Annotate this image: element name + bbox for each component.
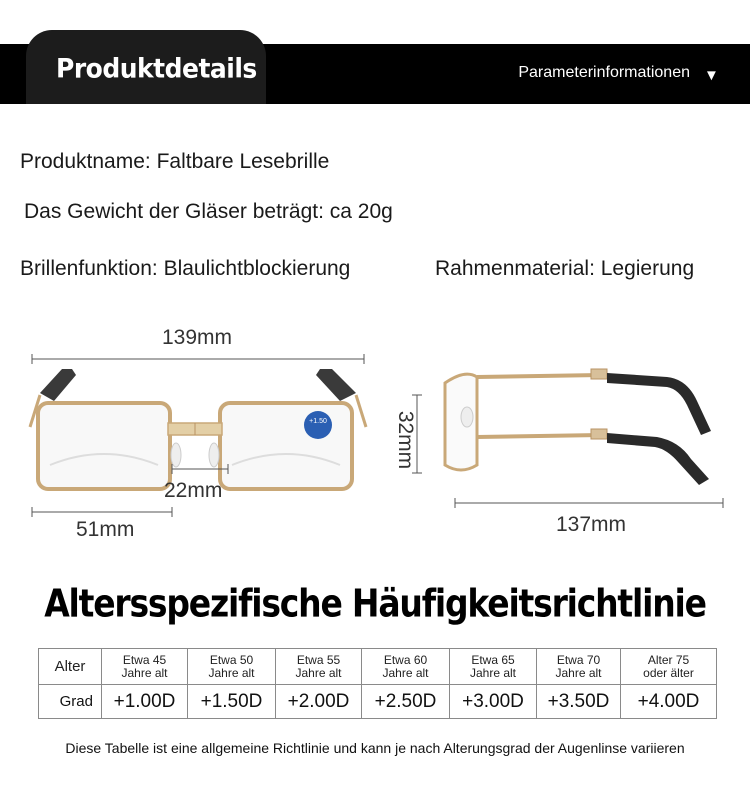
table-row-age	[39, 649, 717, 685]
age-cell: Alter 75 oder älter	[621, 649, 717, 685]
chevron-down-icon[interactable]: ▼	[704, 67, 719, 84]
age-cell: Etwa 65 Jahre alt	[450, 649, 537, 685]
grade-cell: +1.50D	[188, 685, 276, 719]
lens-strength-badge	[304, 411, 332, 439]
bridge-width-label: 22mm	[164, 479, 223, 502]
product-name: Produktname: Faltbare Lesebrille	[20, 150, 330, 173]
frame-material: Rahmenmaterial: Legierung	[435, 257, 695, 280]
glasses-function: Brillenfunktion: Blaulichtblockierung	[20, 257, 351, 280]
age-cell: Etwa 60 Jahre alt	[362, 649, 450, 685]
grade-cell: +3.00D	[450, 685, 537, 719]
grade-cell: +3.50D	[537, 685, 621, 719]
total-width-label: 139mm	[162, 326, 233, 349]
grade-cell: +2.00D	[276, 685, 362, 719]
table-footnote: Diese Tabelle ist eine allgemeine Richtlinie und kann je nach Alterungsgrad der Augenlinse variieren	[65, 740, 685, 756]
page-title: Produktdetails	[56, 52, 257, 85]
grade-cell: +1.00D	[102, 685, 188, 719]
lens-weight: Das Gewicht der Gläser beträgt: ca 20g	[24, 200, 393, 223]
grade-cell: +2.50D	[362, 685, 450, 719]
glasses-side-illustration	[405, 355, 740, 515]
age-row-label: Alter	[39, 649, 102, 685]
lens-strength-label: +1.50	[309, 418, 327, 425]
age-cell: Etwa 45 Jahre alt	[102, 649, 188, 685]
frequency-section-title: Altersspezifische Häufigkeitsrichtlinie	[44, 581, 706, 626]
grade-row-label: Grad	[39, 685, 102, 719]
grade-cell: +4.00D	[621, 685, 717, 719]
parameter-info-toggle[interactable]: Parameterinformationen	[518, 64, 690, 81]
table-row-grade	[39, 685, 717, 719]
lens-width-label: 51mm	[76, 518, 135, 541]
temple-length-label: 137mm	[556, 513, 627, 536]
lens-height-label: 32mm	[394, 410, 418, 470]
age-cell: Etwa 70 Jahre alt	[537, 649, 621, 685]
age-cell: Etwa 50 Jahre alt	[188, 649, 276, 685]
age-cell: Etwa 55 Jahre alt	[276, 649, 362, 685]
frequency-table	[38, 648, 717, 719]
